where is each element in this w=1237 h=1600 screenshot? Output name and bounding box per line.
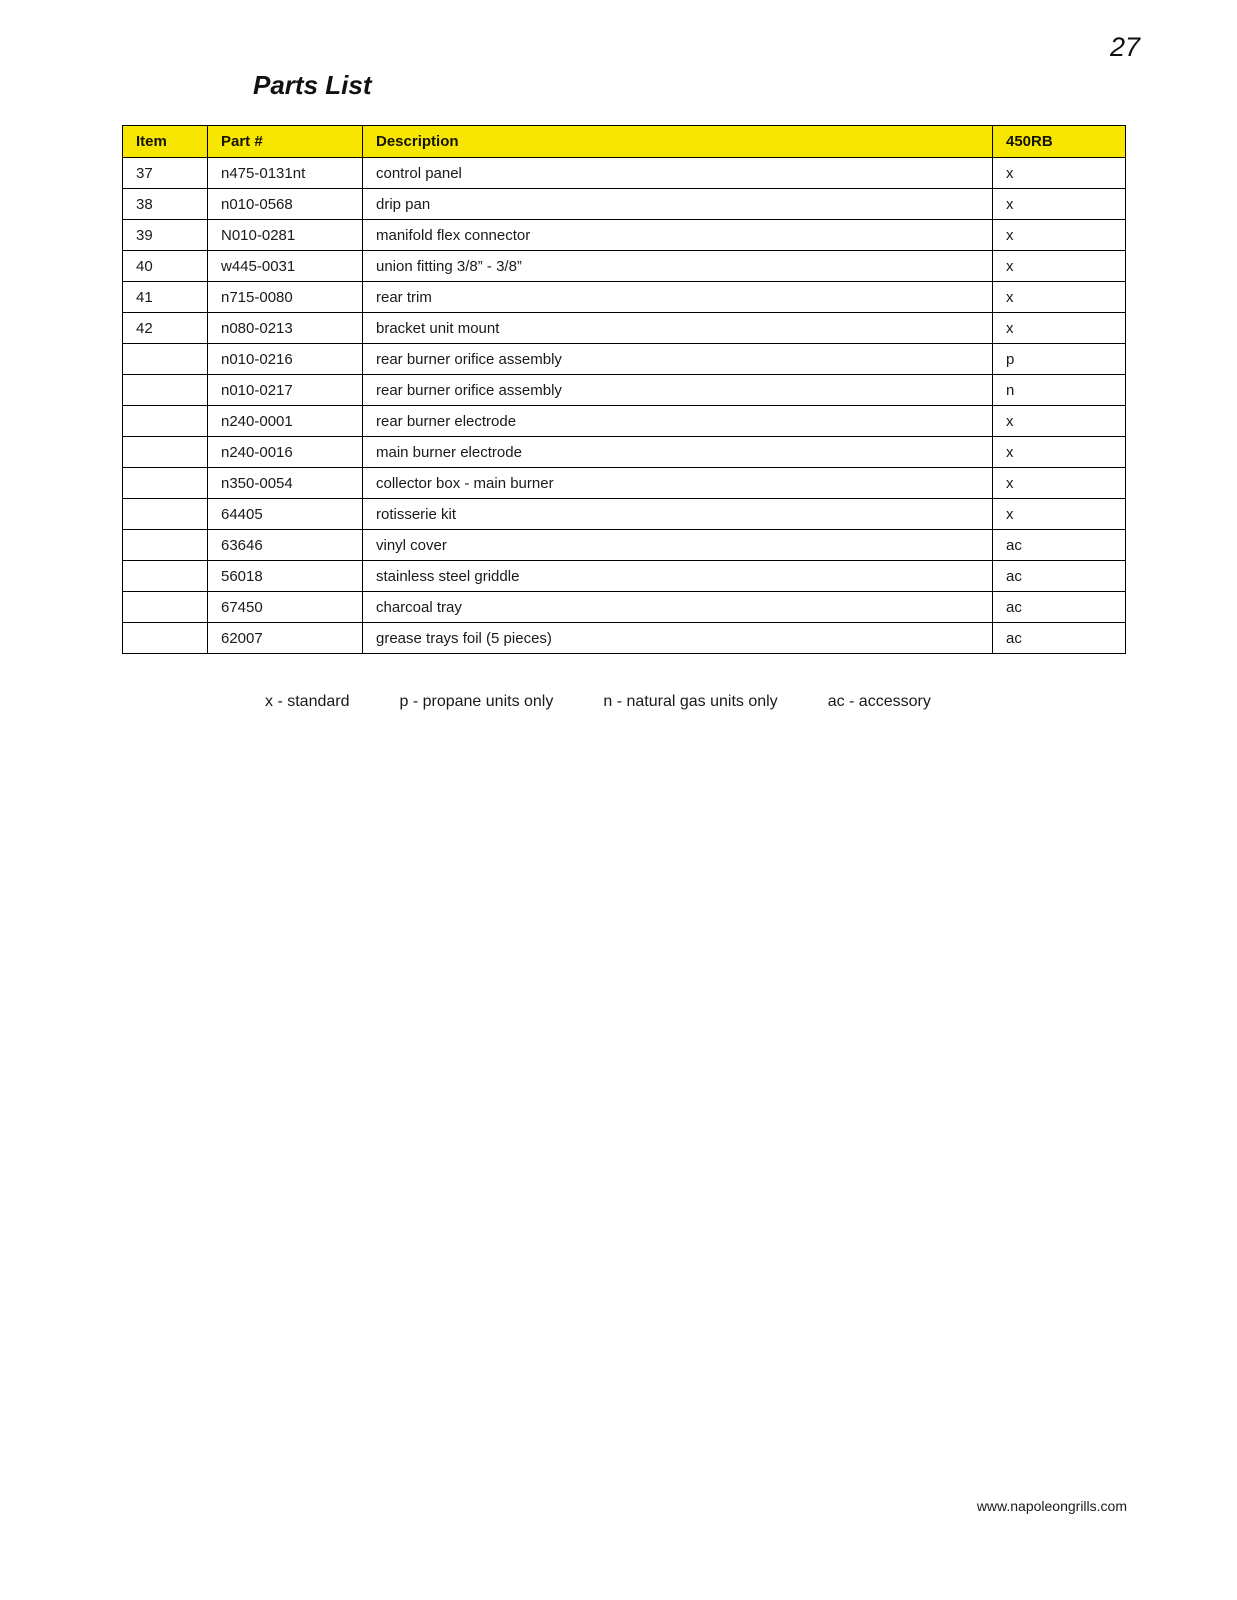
table-cell: n080-0213 (208, 313, 363, 344)
table-cell: n350-0054 (208, 468, 363, 499)
table-row (123, 406, 1126, 437)
table-cell: rotisserie kit (363, 499, 993, 530)
table-cell (123, 623, 208, 654)
table-row (123, 375, 1126, 406)
table-row (123, 468, 1126, 499)
table-cell: x (993, 437, 1126, 468)
table-cell: union fitting 3/8” - 3/8” (363, 251, 993, 282)
column-header-item: Item (123, 126, 208, 158)
table-cell: rear trim (363, 282, 993, 313)
table-cell: x (993, 189, 1126, 220)
table-row (123, 499, 1126, 530)
table-cell: stainless steel griddle (363, 561, 993, 592)
table-cell: x (993, 251, 1126, 282)
table-cell: 38 (123, 189, 208, 220)
table-cell (123, 406, 208, 437)
table-cell: x (993, 158, 1126, 189)
table-cell: 40 (123, 251, 208, 282)
table-cell (123, 375, 208, 406)
table-cell: n010-0216 (208, 344, 363, 375)
table-row (123, 251, 1126, 282)
table-cell: grease trays foil (5 pieces) (363, 623, 993, 654)
table-cell: w445-0031 (208, 251, 363, 282)
table-row (123, 344, 1126, 375)
table-header-row (123, 126, 1126, 158)
table-cell (123, 499, 208, 530)
table-cell: 42 (123, 313, 208, 344)
page-number: 27 (1109, 32, 1140, 62)
table-cell (123, 468, 208, 499)
table-cell: control panel (363, 158, 993, 189)
table-row (123, 220, 1126, 251)
legend-item: ac - accessory (827, 693, 931, 710)
table-cell: 64405 (208, 499, 363, 530)
table-cell: x (993, 313, 1126, 344)
table-cell (123, 530, 208, 561)
table-row (123, 530, 1126, 561)
table-cell: 63646 (208, 530, 363, 561)
column-header-450rb: 450RB (993, 126, 1126, 158)
table-row (123, 592, 1126, 623)
table-cell: charcoal tray (363, 592, 993, 623)
table-cell: 56018 (208, 561, 363, 592)
table-cell (123, 561, 208, 592)
footer-url: www.napoleongrills.com (976, 1498, 1127, 1514)
table-cell: x (993, 468, 1126, 499)
page-title: Parts List (253, 70, 372, 100)
table-row (123, 437, 1126, 468)
table-cell: n010-0568 (208, 189, 363, 220)
table-cell: main burner electrode (363, 437, 993, 468)
table-cell: rear burner orifice assembly (363, 344, 993, 375)
table-row (123, 561, 1126, 592)
table-cell: x (993, 406, 1126, 437)
table-row (123, 189, 1126, 220)
parts-table-body (123, 158, 1126, 654)
table-cell: p (993, 344, 1126, 375)
legend-item: x - standard (265, 693, 350, 710)
table-cell: ac (993, 561, 1126, 592)
table-cell: ac (993, 592, 1126, 623)
table-cell: 62007 (208, 623, 363, 654)
table-cell (123, 344, 208, 375)
table-cell: n475-0131nt (208, 158, 363, 189)
table-cell: vinyl cover (363, 530, 993, 561)
table-cell: n715-0080 (208, 282, 363, 313)
table-cell: manifold flex connector (363, 220, 993, 251)
table-cell: 39 (123, 220, 208, 251)
table-cell: bracket unit mount (363, 313, 993, 344)
legend-item: p - propane units only (399, 693, 554, 710)
table-cell: x (993, 499, 1126, 530)
table-row (123, 623, 1126, 654)
table-cell (123, 437, 208, 468)
table-row (123, 313, 1126, 344)
parts-table (122, 125, 1126, 654)
table-cell: n (993, 375, 1126, 406)
table-cell: N010-0281 (208, 220, 363, 251)
table-cell (123, 592, 208, 623)
parts-table-header (123, 126, 1126, 158)
table-cell: ac (993, 623, 1126, 654)
table-cell: rear burner orifice assembly (363, 375, 993, 406)
table-cell: ac (993, 530, 1126, 561)
table-cell: collector box - main burner (363, 468, 993, 499)
table-cell: 37 (123, 158, 208, 189)
table-cell: n240-0001 (208, 406, 363, 437)
table-cell: x (993, 282, 1126, 313)
table-cell: rear burner electrode (363, 406, 993, 437)
table-row (123, 282, 1126, 313)
table-cell: drip pan (363, 189, 993, 220)
table-row (123, 158, 1126, 189)
table-cell: x (993, 220, 1126, 251)
table-cell: n240-0016 (208, 437, 363, 468)
legend (265, 693, 931, 711)
legend-item: n - natural gas units only (603, 693, 778, 710)
table-cell: 67450 (208, 592, 363, 623)
parts-table-container (122, 125, 1126, 654)
column-header-part: Part # (208, 126, 363, 158)
table-cell: n010-0217 (208, 375, 363, 406)
column-header-description: Description (363, 126, 993, 158)
table-cell: 41 (123, 282, 208, 313)
